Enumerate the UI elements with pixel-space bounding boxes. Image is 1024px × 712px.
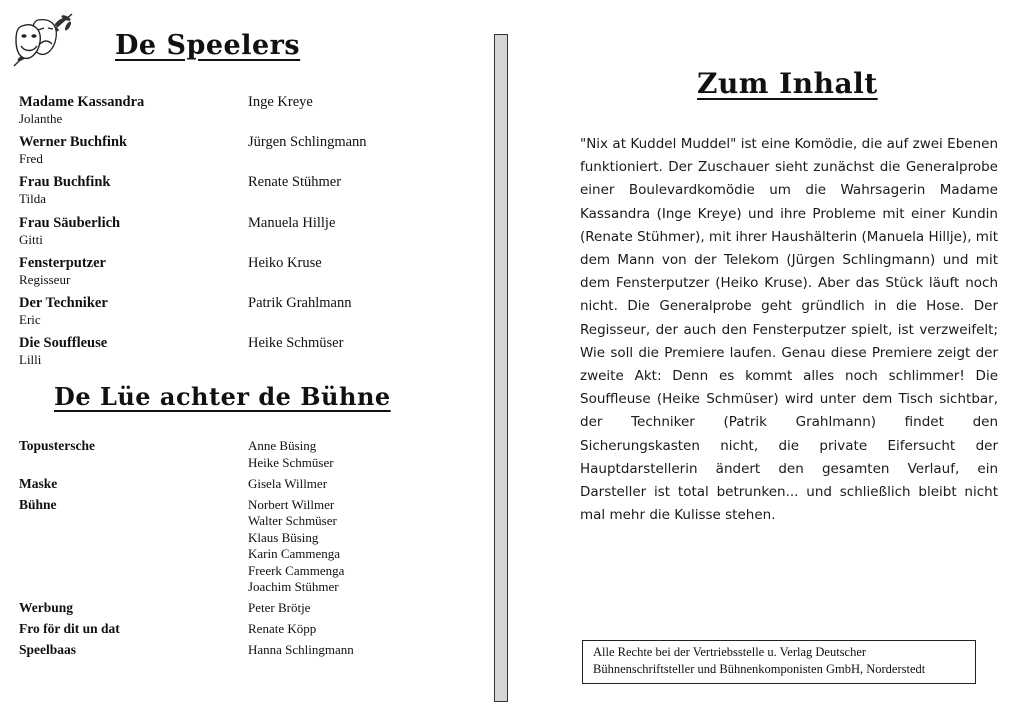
- cast-character: Gitti: [19, 231, 43, 247]
- left-page: [0, 0, 490, 712]
- crew-row: [19, 621, 479, 638]
- cast-role: Frau Säuberlich: [19, 214, 121, 231]
- crew-row: [19, 497, 479, 596]
- cast-role: Madame Kassandra: [19, 94, 145, 110]
- crew-person: Peter Brötje: [248, 600, 311, 615]
- cast-row: [19, 134, 479, 174]
- cast-row: [19, 215, 479, 255]
- crew-row: [19, 438, 479, 471]
- crew-task: Speelbaas: [19, 642, 77, 657]
- crew-title: De Lüe achter de Bühne: [54, 382, 391, 411]
- cast-character: Regisseur: [19, 271, 71, 287]
- cast-actor: Heiko Kruse: [248, 254, 322, 271]
- crew-people: [248, 642, 354, 659]
- theatre-masks-icon: [8, 8, 80, 72]
- crew-task: Werbung: [19, 600, 74, 615]
- crew-task: Bühne: [19, 496, 57, 512]
- cast-actor: Jürgen Schlingmann: [248, 134, 367, 151]
- crew-list: [19, 438, 479, 663]
- cast-character: Eric: [19, 311, 41, 327]
- cast-list: [19, 94, 479, 375]
- cast-row: [19, 335, 479, 375]
- crew-people: [248, 497, 344, 596]
- crew-person: Joachim Stühmer: [248, 579, 339, 594]
- cast-row: [19, 295, 479, 335]
- crew-person: Heike Schmüser: [248, 454, 334, 470]
- synopsis-title: Zum Inhalt: [697, 67, 878, 100]
- crew-person: Klaus Büsing: [248, 529, 319, 545]
- crew-person: Gisela Willmer: [248, 475, 328, 491]
- cast-actor: Renate Stühmer: [248, 174, 342, 191]
- crew-person: Anne Büsing: [248, 438, 317, 453]
- cast-actor: Manuela Hillje: [248, 214, 336, 231]
- crew-person: Karin Cammenga: [248, 546, 341, 561]
- cast-role: Frau Buchfink: [19, 174, 111, 191]
- crew-row: [19, 642, 479, 659]
- cast-character: Tilda: [19, 191, 46, 207]
- page-divider: [494, 34, 508, 702]
- cast-role: Fensterputzer: [19, 254, 106, 271]
- cast-character: Lilli: [19, 352, 42, 368]
- cast-character: Fred: [19, 151, 43, 167]
- synopsis-text: "Nix at Kuddel Muddel" ist eine Komödie, die auf zwei Ebenen funktioniert. Der Zuschauer sieht zunächst die Generalprobe einer Boulevardkomödie um die Wahrsagerin Madame Kassandra (Inge Kreye) und ihre Probleme mit einer Kundin (Renate Stühmer), mit ihrer Haushälterin (Manuela Hillje), mit dem Mann von der Telekom (Jürgen Schlingmann) und mit dem Fensterputzer (Heiko Kruse). Aber das Stück läuft noch nicht. Die Generalprobe geht gründlich in die Hose. Der Regisseur, der auch den Fensterputzer spielt, ist verzweifelt; Wie soll die Premiere laufen. Genau diese Premiere zeigt der zweite Akt: Denn es kommt alles noch schlimmer! Die Souffleuse (Heike Schmüser) wird unter dem Tisch sichtbar, der Techniker (Patrik Grahlmann) findet den Sicherungskasten nicht, die private Eifersucht der Hauptdarstellerin ändert den gesamten Verlauf, ein Darsteller ist total betrunken... und schließlich bleibt nicht mal mehr die Kulisse stehen.: [580, 136, 998, 524]
- crew-row: [19, 600, 479, 617]
- cast-actor: Patrik Grahlmann: [248, 294, 352, 311]
- crew-person: Norbert Willmer: [248, 496, 335, 512]
- crew-person: Freerk Cammenga: [248, 562, 345, 578]
- crew-task: Topustersche: [19, 438, 96, 453]
- cast-title: De Speelers: [115, 30, 301, 61]
- rights-notice: Alle Rechte bei der Vertriebsstelle u. Verlag Deutscher Bühnenschriftsteller und Bühnenkomponisten GmbH, Norderstedt: [582, 640, 976, 684]
- crew-task: Maske: [19, 475, 58, 491]
- crew-people: [248, 621, 316, 638]
- cast-row: [19, 174, 479, 214]
- right-page: [512, 0, 1024, 712]
- crew-row: [19, 476, 479, 493]
- crew-person: Renate Köpp: [248, 621, 317, 636]
- cast-actor: Inge Kreye: [248, 94, 313, 110]
- cast-role: Die Souffleuse: [19, 335, 108, 352]
- cast-row: [19, 94, 479, 134]
- cast-row: [19, 255, 479, 295]
- cast-character: Jolanthe: [19, 111, 63, 126]
- crew-people: [248, 476, 327, 493]
- crew-person: Walter Schmüser: [248, 513, 337, 528]
- crew-task: Fro för dit un dat: [19, 621, 120, 636]
- cast-role: Werner Buchfink: [19, 134, 128, 151]
- crew-people: [248, 438, 334, 471]
- crew-person: Hanna Schlingmann: [248, 642, 354, 657]
- crew-people: [248, 600, 310, 617]
- cast-role: Der Techniker: [19, 294, 108, 311]
- cast-actor: Heike Schmüser: [248, 335, 344, 352]
